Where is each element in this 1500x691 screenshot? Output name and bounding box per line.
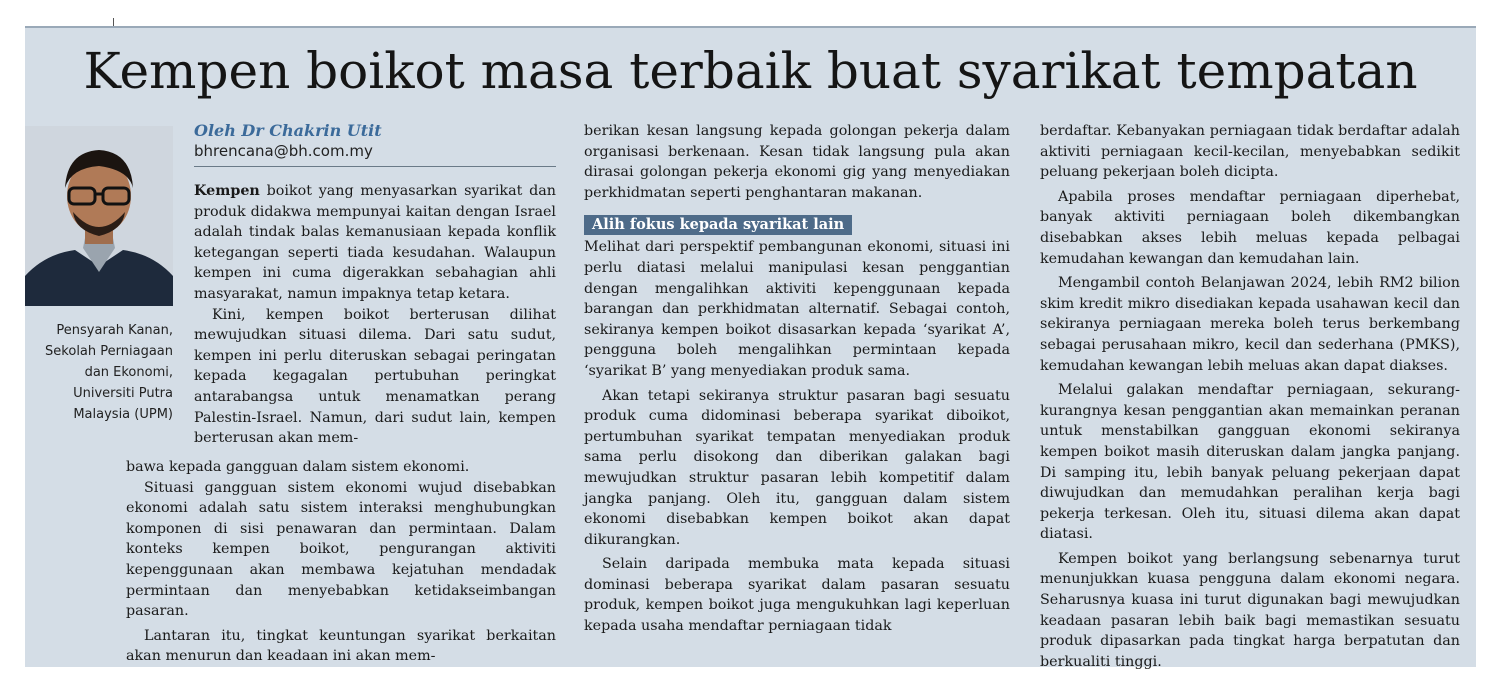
paragraph: Situasi gangguan sistem ekonomi wujud disebabkan ekonomi adalah satu sistem interaksi menghubungkan komponen di sisi penawaran dan permintaan. Dalam konteks kempen boikot, pengurangan aktiviti kepenggunaan akan membawa kejatuhan mendadak permintaan dan menyebabkan ketidakseimbangan pasaran. (126, 479, 556, 620)
author-portrait-image (25, 126, 173, 306)
paragraph: Mengambil contoh Belanjawan 2024, lebih RM2 bilion skim kredit mikro disediakan kepada usahawan kecil dan sekiranya perniagaan mereka boleh terus berkembang sebagai perusahaan mikro, kecil dan sederhana (PMKS), kemudahan kewangan lebih meluas akan dapat diakses. (1040, 275, 1460, 374)
paragraph: Melihat dari perspektif pembangunan ekonomi, situasi ini perlu diatasi melalui manipulasi kesan penggantian dengan mengalihkan aktiviti kepenggunaan kepada barangan dan perkhidmatan alternatif. Sebagai contoh, sekiranya kempen boikot disasarkan kepada ‘syarikat A’, pengguna boleh mengalihkan permintaan kepada ‘syarikat B’ yang menyediakan produk sama. (584, 239, 1010, 379)
paragraph: Akan tetapi sekiranya struktur pasaran bagi sesuatu produk cuma didominasi beberapa syarikat diboikot, pertumbuhan syarikat tempatan menyediakan produk sama perlu disokong dan diberikan galakan bagi mewujudkan struktur pasaran lebih kompetitif dalam jangka panjang. Oleh itu, gangguan dalam sistem ekonomi disebabkan kempen boikot akan dapat dikurangkan. (584, 387, 1010, 548)
crop-mark (113, 18, 114, 26)
column-1-bottom (126, 457, 556, 667)
author-caption: Pensyarah Kanan, Sekolah Perniagaan dan Ekonomi, Universiti Putra Malaysia (UPM) (45, 323, 173, 422)
column-3 (1040, 121, 1460, 672)
paragraph-text: boikot yang menyasarkan syarikat dan produk didakwa mempunyai kaitan dengan Israel adalah tindak balas kemanusiaan kepada konflik ketegangan seperti tiada kesudahan. Walaupun kempen ini cuma digerakkan sebahagian ahli masyarakat, namun impaknya tetap ketara. (194, 183, 556, 302)
paragraph: Selain daripada membuka mata kepada situasi dominasi beberapa syarikat dalam pasaran sesuatu produk, kempen boikot juga mengukuhkan lagi keperluan kepada usaha mendaftar perniagaan tidak (584, 556, 1010, 635)
paragraph: Apabila proses mendaftar perniagaan diperhebat, banyak aktiviti perniagaan boleh dikembangkan disebabkan akses lebih meluas kepada pelbagai kemudahan kewangan dan kemudahan lain. (1040, 188, 1460, 267)
author-email: bhrencana@bh.com.my (194, 142, 373, 160)
byline (194, 121, 554, 161)
paragraph: Melalui galakan mendaftar perniagaan, sekurang-kurangnya kesan penggantian akan memainkan peranan untuk menstabilkan gangguan ekonomi sekiranya kempen boikot masih diteruskan dalam jangka panjang. Di samping itu, lebih banyak peluang pekerjaan dapat diwujudkan dan memudahkan peralihan kerja bagi pekerja terkesan. Oleh itu, situasi dilema akan dapat diatasi. (1040, 382, 1460, 543)
author-photo (25, 126, 173, 306)
section-subheading: Alih fokus kepada syarikat lain (584, 215, 852, 235)
paragraph (194, 181, 556, 305)
byline-rule (194, 166, 556, 167)
lead-word: Kempen (194, 183, 260, 199)
author-name: Oleh Dr Chakrin Utit (194, 121, 382, 140)
paragraph: Kempen boikot yang berlangsung sebenarnya turut menunjukkan kuasa pengguna dalam ekonomi negara. Seharusnya kuasa ini turut digunakan bagi mewujudkan keadaan pasaran lebih baik bagi memastikan sesuatu produk dipasarkan pada tingkat harga berpatutan dan berkualiti tinggi. (1040, 550, 1460, 670)
headline: Kempen boikot masa terbaik buat syarikat tempatan (83, 42, 1418, 100)
panel-top-rule (25, 26, 1476, 28)
paragraph: bawa kepada gangguan dalam sistem ekonomi. (126, 459, 470, 475)
column-1-top (194, 181, 556, 449)
paragraph: berikan kesan langsung kepada golongan pekerja dalam organisasi berkenaan. Kesan tidak langsung pula akan dirasai golongan pekerja ekonomi gig yang menyediakan perkhidmatan seperti penghantaran makanan. (584, 123, 1010, 201)
column-2 (584, 121, 1010, 637)
paragraph: Kini, kempen boikot berterusan dilihat mewujudkan situasi dilema. Dari satu sudut, kempen ini perlu diteruskan sebagai peringatan kepada kegagalan pertubuhan peringkat antarabangsa untuk menamatkan perang Palestin-Israel. Namun, dari sudut lain, kempen berterusan akan mem- (194, 306, 556, 447)
paragraph: berdaftar. Kebanyakan perniagaan tidak berdaftar adalah aktiviti perniagaan kecil-kecilan, menyebabkan sedikit peluang pekerjaan boleh dicipta. (1040, 123, 1460, 181)
paragraph: Lantaran itu, tingkat keuntungan syarikat berkaitan akan menurun dan keadaan ini akan mem- (126, 627, 556, 665)
